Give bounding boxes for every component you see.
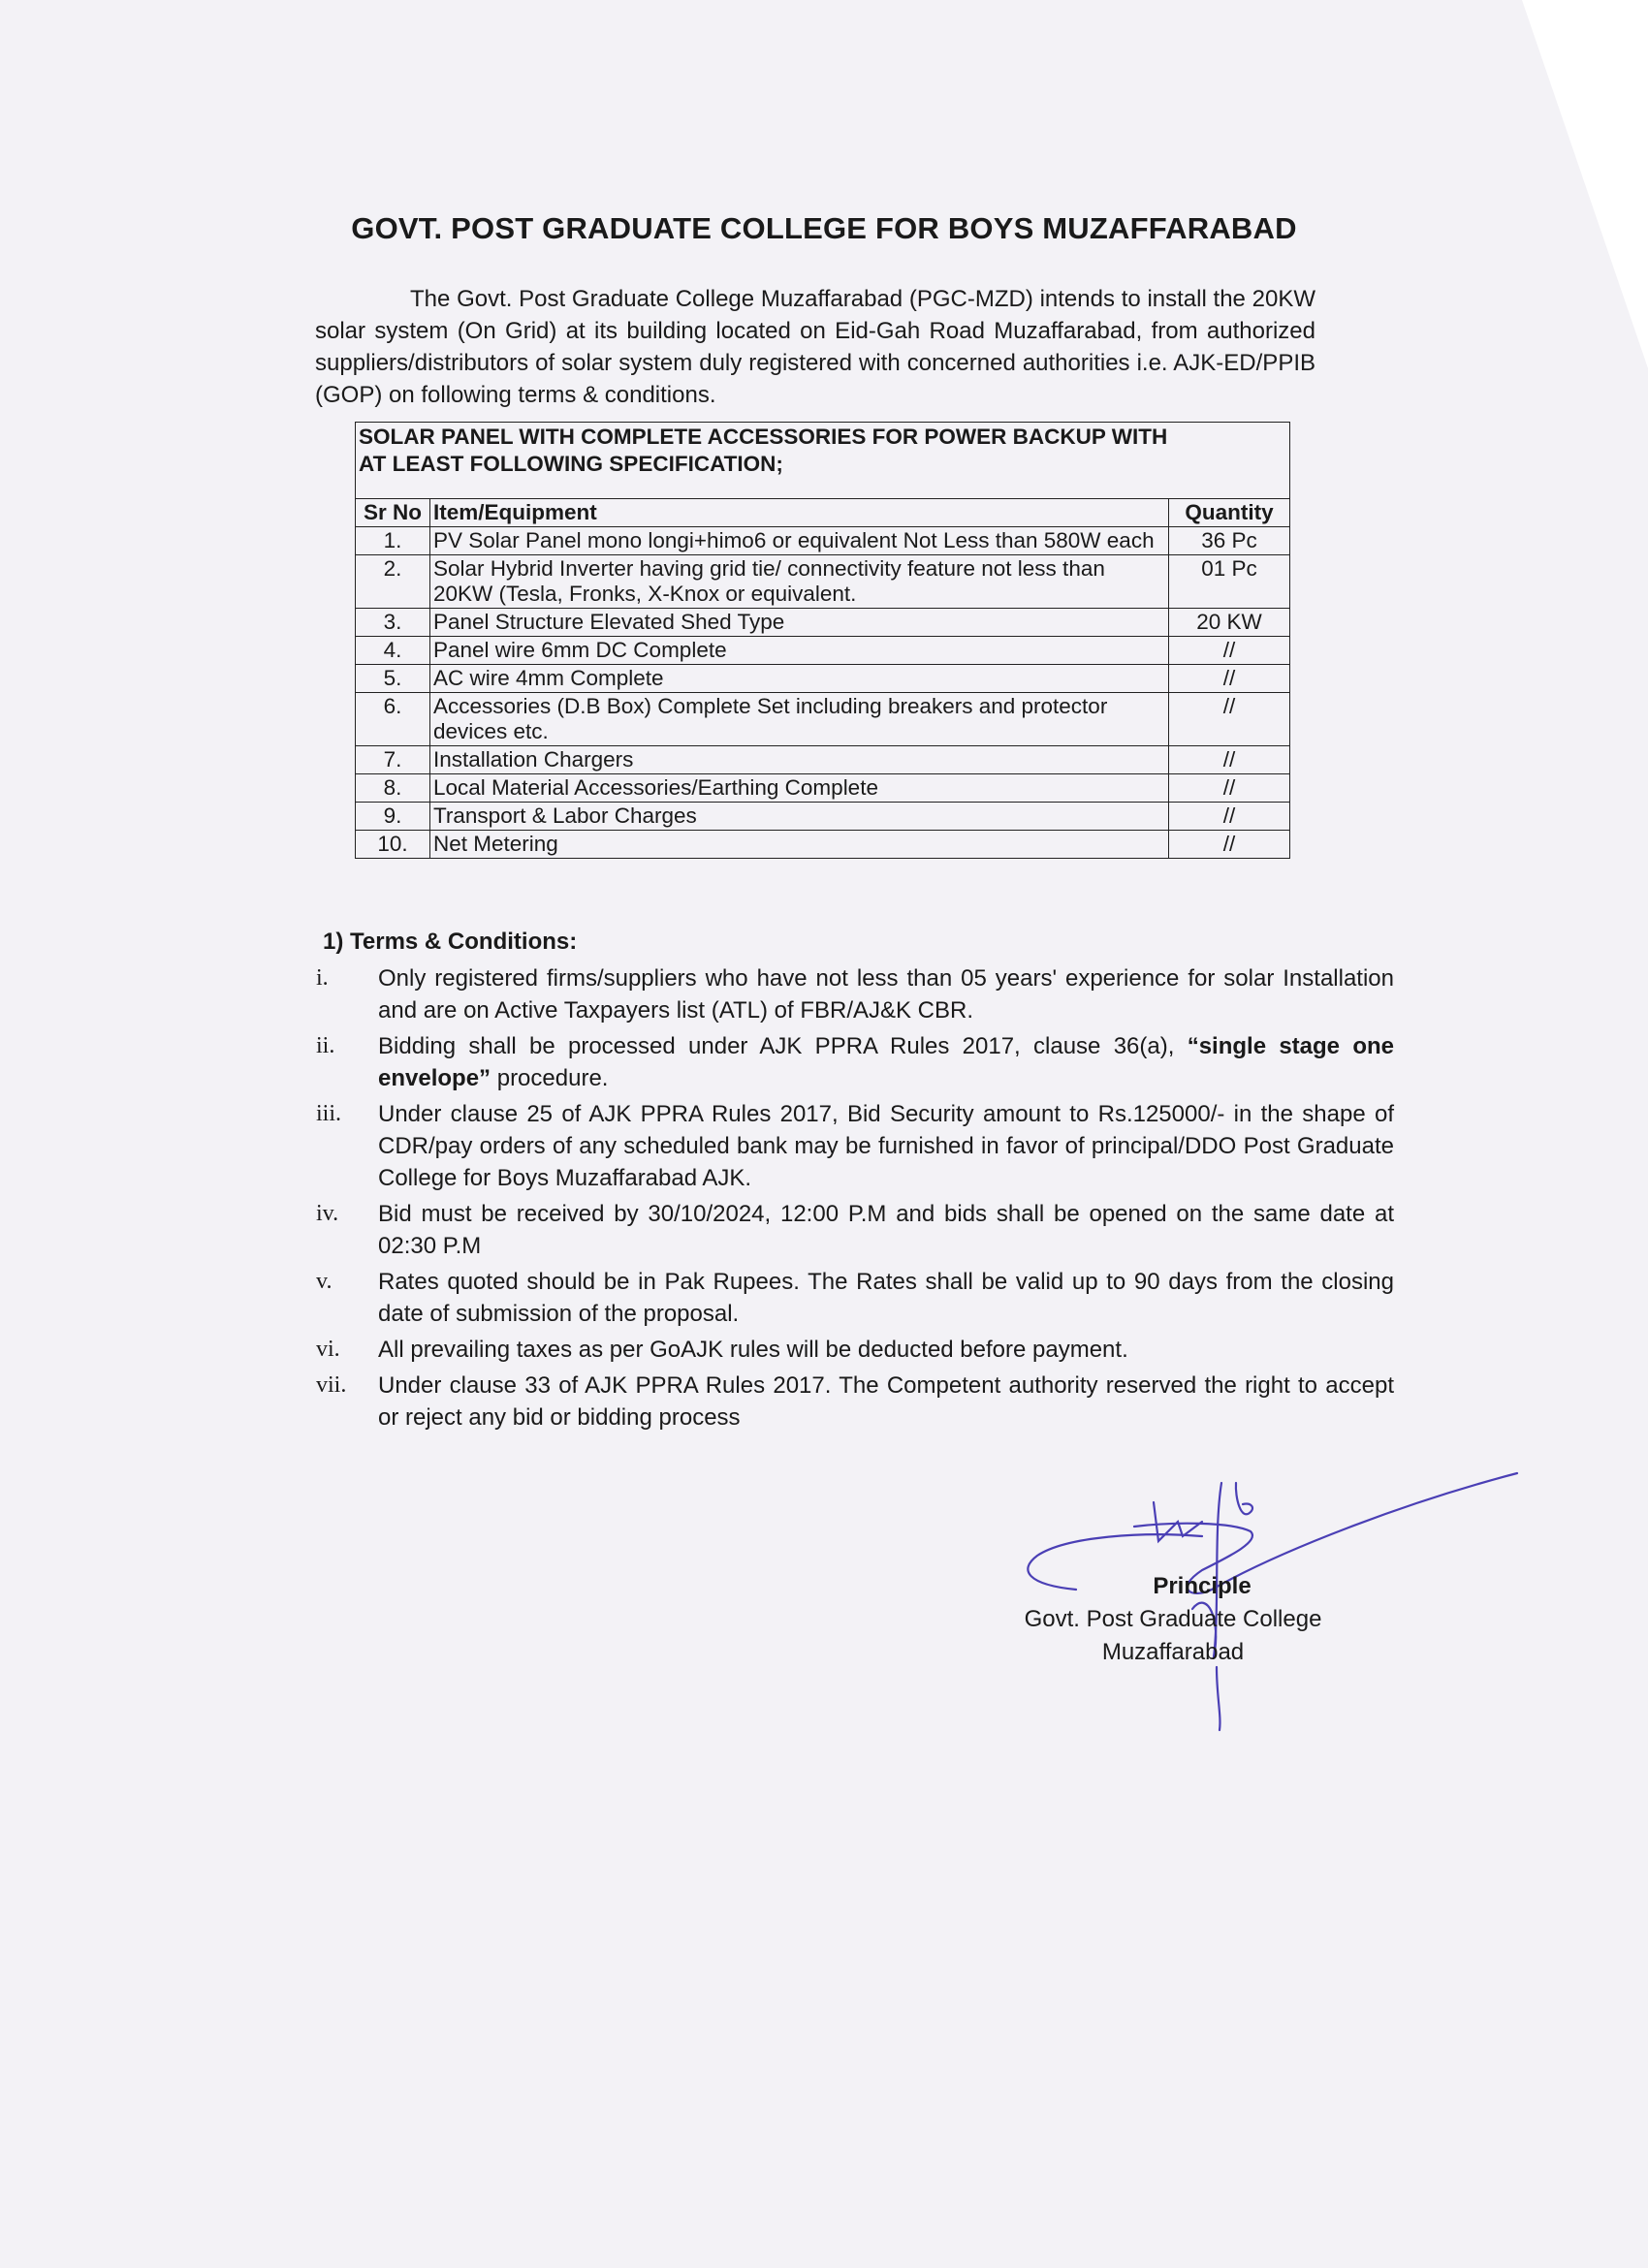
table-row: [356, 665, 1290, 693]
table-caption-line: SOLAR PANEL WITH COMPLETE ACCESSORIES FOR POWER BACKUP WITH: [359, 425, 1168, 449]
cell-quantity: 20 KW: [1169, 609, 1290, 637]
term-text: Under clause 25 of AJK PPRA Rules 2017, Bid Security amount to Rs.125000/- in the shape of CDR/pay orders of any scheduled bank may be furnished in favor of principal/DDO Post Graduate College for Boys Muzaffarabad AJK.: [378, 1101, 1394, 1191]
cell-quantity: //: [1169, 746, 1290, 774]
term-item: [308, 1098, 1394, 1194]
cell-quantity: //: [1169, 665, 1290, 693]
intro-paragraph: [315, 283, 1315, 411]
table-row: [356, 746, 1290, 774]
cell-sr-no: 1.: [356, 527, 430, 555]
signature-block: [969, 1570, 1377, 1669]
cell-quantity: //: [1169, 774, 1290, 803]
signatory-institution: Govt. Post Graduate College: [1024, 1606, 1322, 1632]
column-header-quantity: Quantity: [1169, 499, 1290, 527]
table-caption: [356, 423, 1290, 499]
term-number: ii.: [316, 1033, 335, 1058]
term-text: Under clause 33 of AJK PPRA Rules 2017. The Competent authority reserved the right to accept or reject any bid or bidding process: [378, 1372, 1394, 1431]
term-number: vii.: [316, 1372, 347, 1398]
cell-item: AC wire 4mm Complete: [430, 665, 1169, 693]
table-header-row: [356, 499, 1290, 527]
table-row: [356, 609, 1290, 637]
cell-sr-no: 5.: [356, 665, 430, 693]
term-text: All prevailing taxes as per GoAJK rules will be deducted before payment.: [378, 1337, 1128, 1363]
term-item: [308, 1030, 1394, 1094]
table-row: [356, 831, 1290, 859]
signatory-location: Muzaffarabad: [1101, 1639, 1245, 1665]
term-text: [378, 1030, 1394, 1094]
page-corner-fold: [1522, 0, 1648, 368]
term-text-emphasis: “single stage one envelope”: [378, 1033, 1394, 1091]
cell-sr-no: 7.: [356, 746, 430, 774]
cell-sr-no: 10.: [356, 831, 430, 859]
table-row: [356, 774, 1290, 803]
cell-sr-no: 3.: [356, 609, 430, 637]
table-row: [356, 693, 1290, 746]
term-number: iii.: [316, 1101, 342, 1126]
term-text: Only registered firms/suppliers who have not less than 05 years' experience for solar Installation and are on Active Taxpayers list (ATL) of FBR/AJ&K CBR.: [378, 965, 1394, 1024]
cell-quantity: 36 Pc: [1169, 527, 1290, 555]
specification-table: [355, 422, 1290, 859]
table-caption-row: [356, 423, 1290, 499]
cell-item: PV Solar Panel mono longi+himo6 or equivalent Not Less than 580W each: [430, 527, 1169, 555]
cell-sr-no: 2.: [356, 555, 430, 609]
term-number: vi.: [316, 1337, 340, 1362]
column-header-item: Item/Equipment: [430, 499, 1169, 527]
term-number: v.: [316, 1269, 333, 1294]
cell-sr-no: 9.: [356, 803, 430, 831]
signatory-title: Principle: [1153, 1573, 1252, 1599]
table-row: [356, 555, 1290, 609]
cell-sr-no: 4.: [356, 637, 430, 665]
table-row: [356, 803, 1290, 831]
table-row: [356, 637, 1290, 665]
term-text: Bid must be received by 30/10/2024, 12:00 P.M and bids shall be opened on the same date at 02:30 P.M: [378, 1201, 1394, 1259]
term-text-part: procedure.: [491, 1065, 609, 1091]
intro-text: The Govt. Post Graduate College Muzaffarabad (PGC-MZD) intends to install the 20KW solar system (On Grid) at its building located on Eid-Gah Road Muzaffarabad, from authorized suppliers/distributors of solar system duly registered with concerned authorities i.e. AJK-ED/PPIB (GOP) on following terms & conditions.: [315, 286, 1315, 408]
cell-sr-no: 8.: [356, 774, 430, 803]
terms-list: [308, 962, 1394, 1437]
term-text-part: Bidding shall be processed under AJK PPRA Rules 2017, clause 36(a),: [378, 1033, 1188, 1059]
page-title: GOVT. POST GRADUATE COLLEGE FOR BOYS MUZAFFARABAD: [351, 211, 1297, 245]
term-item: [308, 1266, 1394, 1330]
term-number: iv.: [316, 1201, 339, 1226]
cell-item: Installation Chargers: [430, 746, 1169, 774]
cell-item: Panel wire 6mm DC Complete: [430, 637, 1169, 665]
term-text: Rates quoted should be in Pak Rupees. The Rates shall be valid up to 90 days from the closing date of submission of the proposal.: [378, 1269, 1394, 1327]
terms-heading: 1) Terms & Conditions:: [323, 929, 578, 955]
cell-item: Solar Hybrid Inverter having grid tie/ connectivity feature not less than 20KW (Tesla, Fronks, X-Knox or equivalent.: [430, 555, 1169, 609]
table-row: [356, 527, 1290, 555]
cell-quantity: //: [1169, 803, 1290, 831]
term-item: [308, 1198, 1394, 1262]
cell-item: Accessories (D.B Box) Complete Set including breakers and protector devices etc.: [430, 693, 1169, 746]
term-item: [308, 1370, 1394, 1433]
cell-sr-no: 6.: [356, 693, 430, 746]
cell-quantity: //: [1169, 831, 1290, 859]
cell-item: Panel Structure Elevated Shed Type: [430, 609, 1169, 637]
term-item: [308, 962, 1394, 1026]
term-item: [308, 1334, 1394, 1366]
table-caption-line: AT LEAST FOLLOWING SPECIFICATION;: [359, 452, 783, 476]
cell-item: Transport & Labor Charges: [430, 803, 1169, 831]
cell-item: Local Material Accessories/Earthing Complete: [430, 774, 1169, 803]
term-number: i.: [316, 965, 329, 991]
cell-item: Net Metering: [430, 831, 1169, 859]
cell-quantity: //: [1169, 637, 1290, 665]
cell-quantity: //: [1169, 693, 1290, 746]
cell-quantity: 01 Pc: [1169, 555, 1290, 609]
column-header-sr-no: Sr No: [356, 499, 430, 527]
